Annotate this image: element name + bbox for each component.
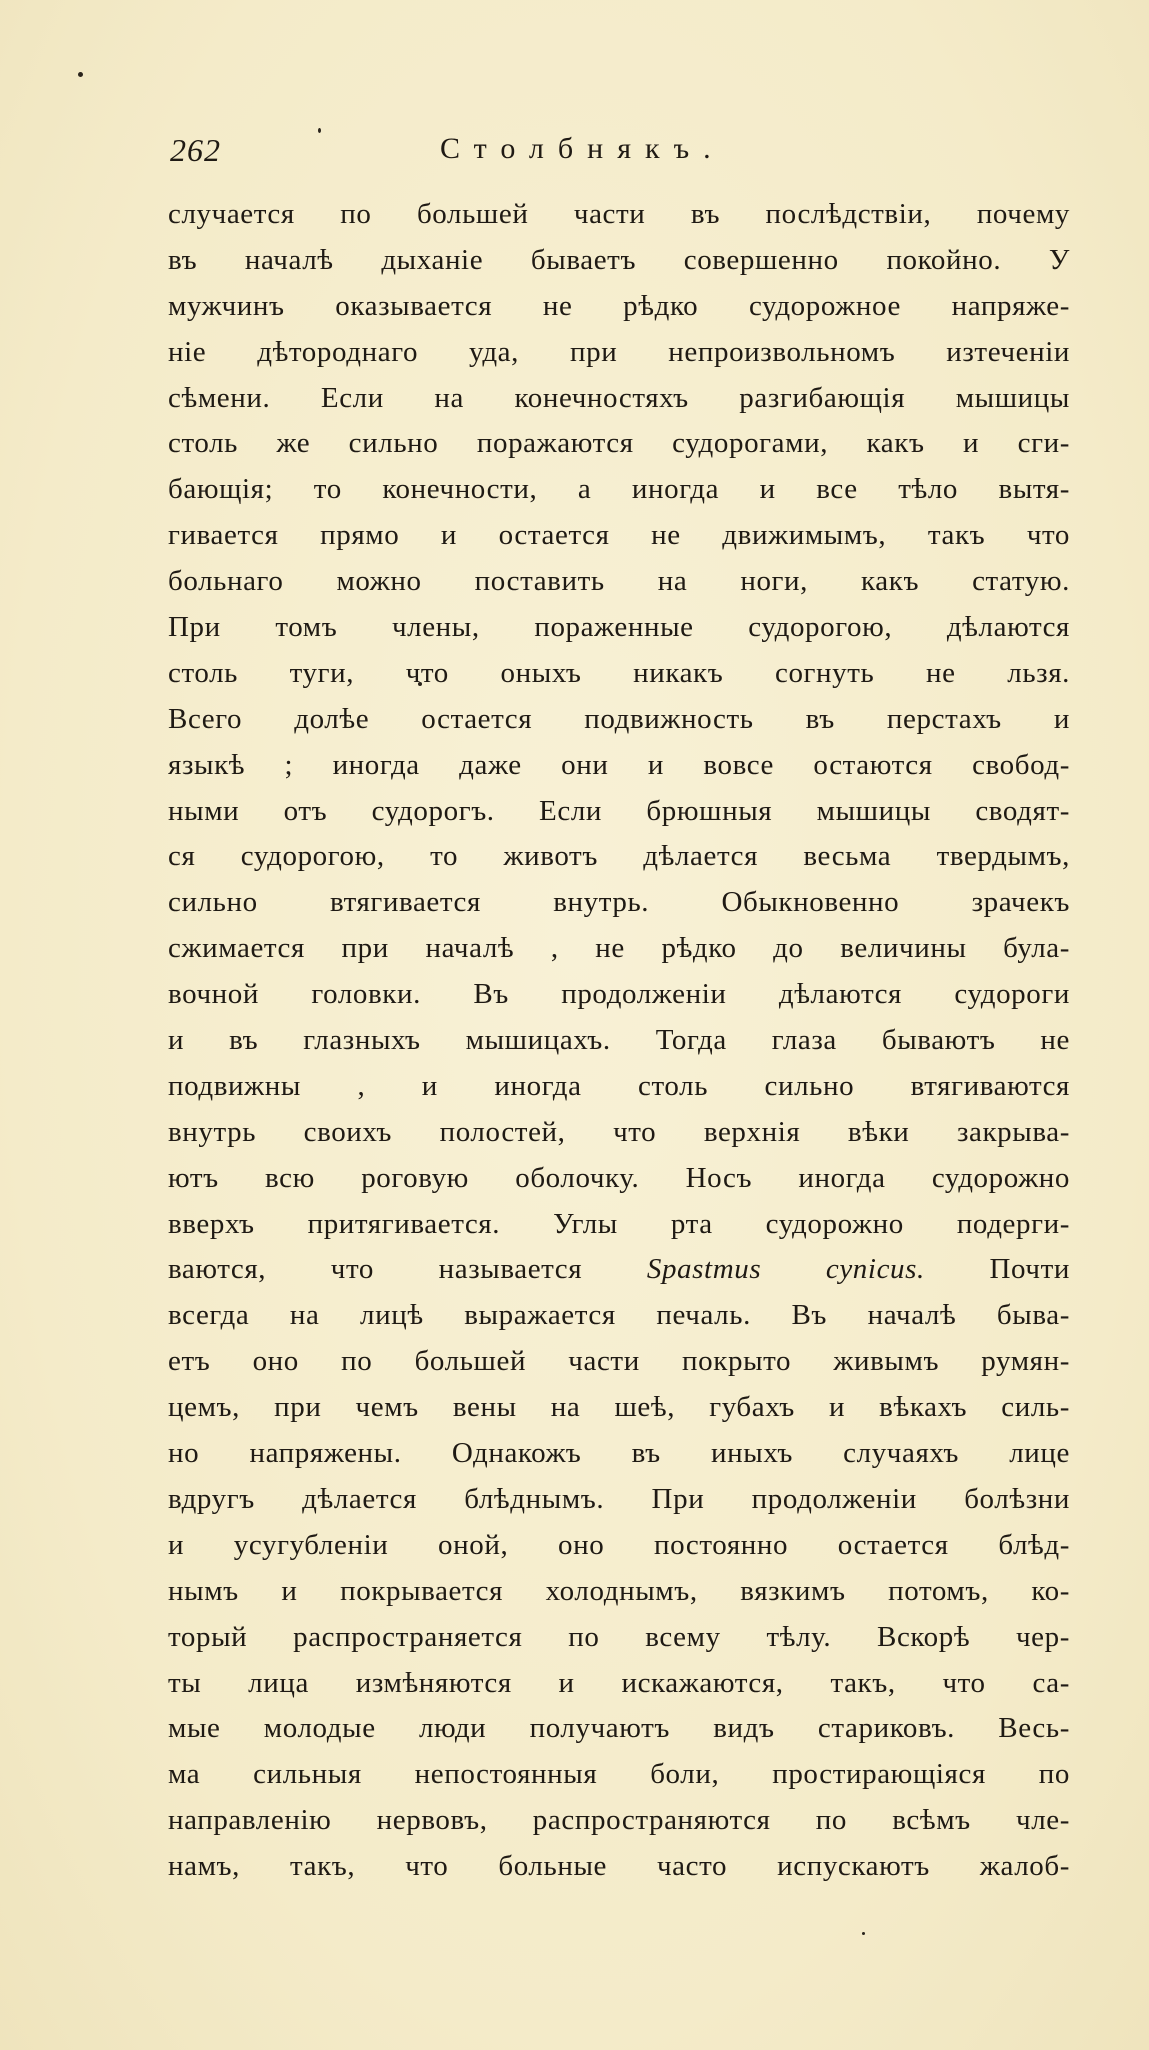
- text-line-with-latin-term: [168, 1247, 1070, 1293]
- text-line: столь же сильно поражаются судорогами, какъ и сги-: [168, 427, 1070, 460]
- text-line: мужчинъ оказывается не рѣдко судорожное напряже-: [168, 289, 1070, 322]
- text-line: и въ глазныхъ мышицахъ. Тогда глаза бываютъ не: [168, 1024, 1070, 1057]
- text-line: подвижны , и иногда столь сильно втягиваются: [168, 1069, 1070, 1102]
- text-line: вочной головки. Въ продолженіи дѣлаются судороги: [168, 978, 1070, 1011]
- running-title: Столбнякъ.: [440, 132, 725, 165]
- text-line: нымъ и покрывается холоднымъ, вязкимъ потомъ, ко-: [168, 1574, 1070, 1607]
- text-line: и усугубленіи оной, оно постоянно остается блѣд-: [168, 1528, 1070, 1561]
- text-line: ма сильныя непостоянныя боли, простирающіяся по: [168, 1758, 1070, 1791]
- text-line: При томъ члены, пораженные судорогою, дѣлаются: [168, 611, 1070, 644]
- text-line: больнаго можно поставить на ноги, какъ статую.: [168, 565, 1070, 598]
- text-line: ютъ всю роговую оболочку. Носъ иногда судорожно: [168, 1161, 1070, 1194]
- text-line: въ началѣ дыханіе бываетъ совершенно покойно. У: [168, 243, 1070, 276]
- text-line: сѣмени. Если на конечностяхъ разгибающія мышицы: [168, 381, 1070, 414]
- text-line: вверхъ притягивается. Углы рта судорожно подерги-: [168, 1207, 1070, 1240]
- text-line: направленію нервовъ, распространяются по всѣмъ чле-: [168, 1804, 1070, 1837]
- text-line: но напряжены. Однакожъ въ иныхъ случаяхъ лице: [168, 1437, 1070, 1470]
- text-line: всегда на лицѣ выражается печаль. Въ началѣ быва-: [168, 1299, 1070, 1332]
- ink-speck: [78, 72, 83, 77]
- text-line: ты лица измѣняются и искажаются, такъ, что са-: [168, 1666, 1070, 1699]
- text-line: ніе дѣтороднаго уда, при непроизвольномъ изтеченіи: [168, 335, 1070, 368]
- page-number: 262: [170, 132, 221, 168]
- text-line: внутрь своихъ полостей, что верхнія вѣки закрыва-: [168, 1115, 1070, 1148]
- text-line: гивается прямо и остается не движимымъ, такъ что: [168, 519, 1070, 552]
- text-line: ся судорогою, то животъ дѣлается весьма твердымъ,: [168, 840, 1070, 873]
- body-text: [168, 192, 1070, 1890]
- text-line: Всего долѣе остается подвижность въ перстахъ и: [168, 702, 1070, 735]
- page-header: [170, 132, 1070, 172]
- text-line: столь туги, что оныхъ никакъ согнуть не льзя.: [168, 656, 1070, 689]
- ink-speck: [862, 1932, 865, 1935]
- latin-term: Spastmus cynicus.: [646, 1253, 925, 1286]
- text-line: языкѣ ; иногда даже они и вовсе остаются свобод-: [168, 748, 1070, 781]
- text-segment: ваются, что называется: [168, 1253, 647, 1286]
- text-segment: Почти: [924, 1253, 1070, 1286]
- text-line: торый распространяется по всему тѣлу. Вскорѣ чер-: [168, 1620, 1070, 1653]
- text-line: мые молодые люди получаютъ видъ стариковъ. Весь-: [168, 1712, 1070, 1745]
- text-line: етъ оно по большей части покрыто живымъ румян-: [168, 1345, 1070, 1378]
- text-line: бающія; то конечности, а иногда и все тѣло вытя-: [168, 473, 1070, 506]
- text-line: цемъ, при чемъ вены на шеѣ, губахъ и вѣкахъ силь-: [168, 1391, 1070, 1424]
- text-line: ными отъ судорогъ. Если брюшныя мышицы сводят-: [168, 794, 1070, 827]
- text-line: сильно втягивается внутрь. Обыкновенно зрачекъ: [168, 886, 1070, 919]
- text-line: сжимается при началѣ , не рѣдко до величины була-: [168, 932, 1070, 965]
- text-line: намъ, такъ, что больные часто испускаютъ жалоб-: [168, 1850, 1070, 1883]
- text-line: вдругъ дѣлается блѣднымъ. При продолженіи болѣзни: [168, 1482, 1070, 1515]
- text-line: случается по большей части въ послѣдствіи, почему: [168, 198, 1070, 230]
